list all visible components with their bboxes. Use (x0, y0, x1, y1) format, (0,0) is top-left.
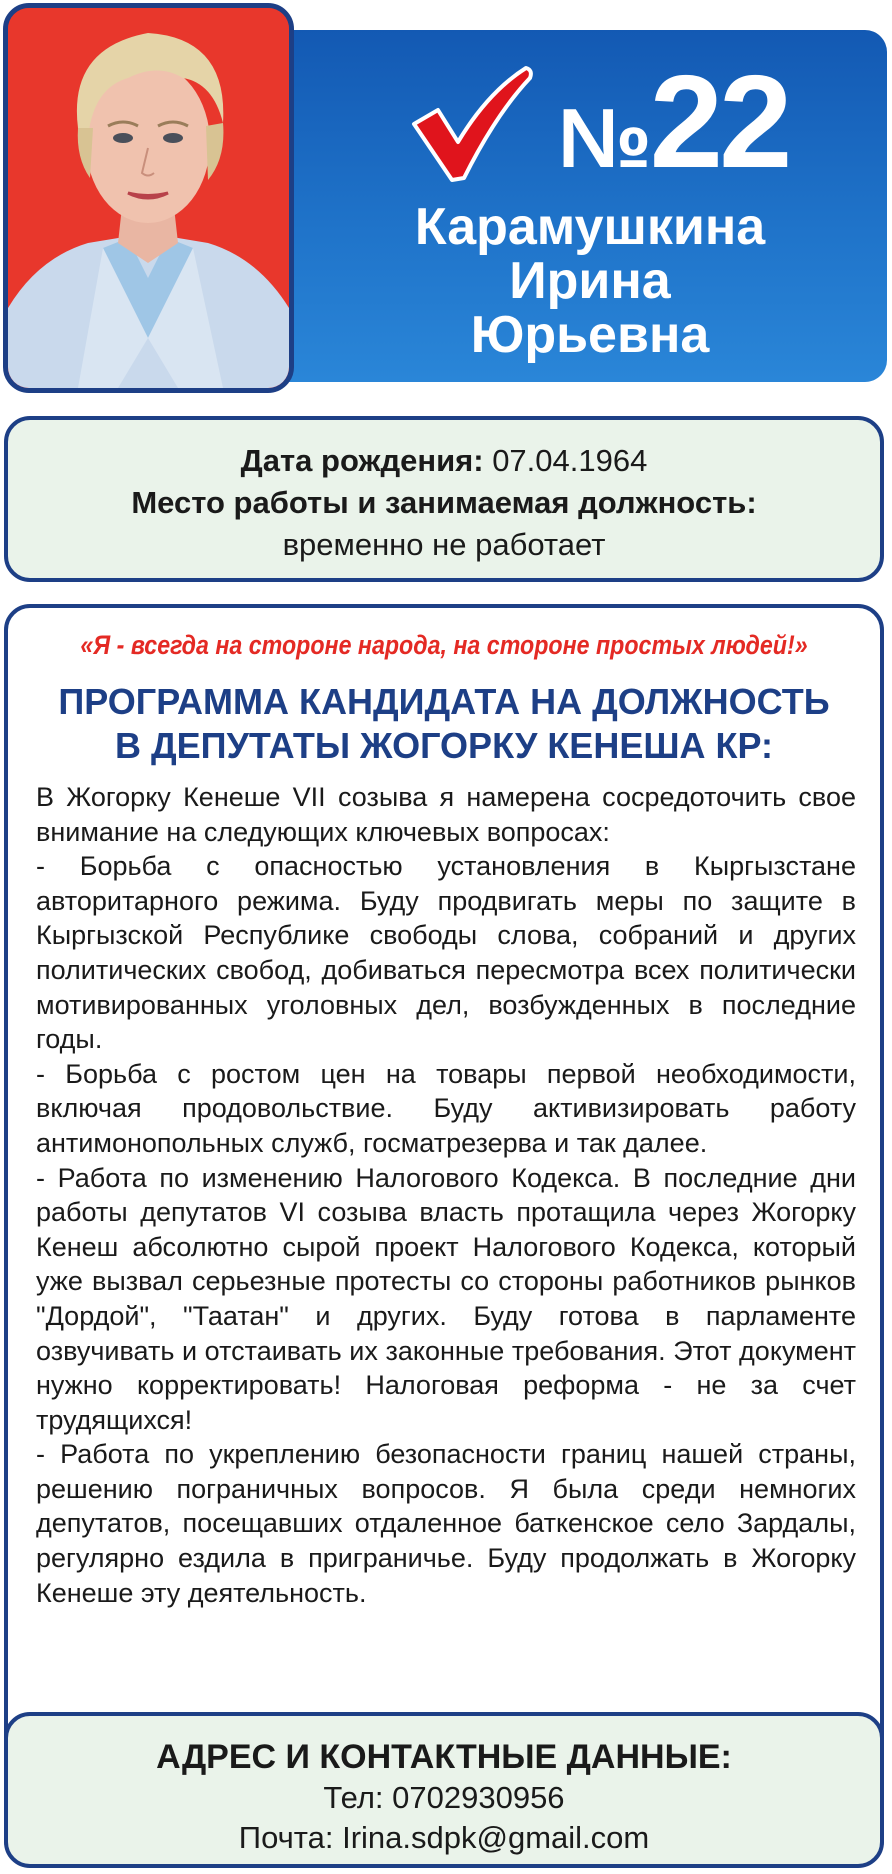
contacts-box (4, 1712, 884, 1868)
program-title-line-2: В ДЕПУТАТЫ ЖОГОРКУ КЕНЕША КР: (114, 725, 774, 766)
candidate-number-row (408, 48, 878, 195)
candidate-name (380, 200, 800, 362)
candidate-photo (3, 3, 294, 393)
program-paragraph: - Работа по изменению Налогового Кодекса. В последние дни работы депутатов VI созыва власть протащила через Жогорку Кенеш абсолютно сырой проект Налогового Кодекса, который уже вызвал серьезные протесты со стороны работников рынков "Дордой", "Таатан" и других. Буду готова в парламенте озвучивать и отстаивать их законные требования. Этот документ нужно корректировать! Налоговая реформа - не за счет трудящихся! (36, 1162, 856, 1435)
number-sign: № (558, 91, 650, 185)
birth-date-row (8, 440, 880, 482)
birth-date-value: 07.04.1964 (492, 443, 648, 478)
phone-line: Тел: 0702930956 (323, 1780, 565, 1815)
birth-date-label: Дата рождения: (240, 443, 484, 478)
program-title-line-1: ПРОГРАММА КАНДИДАТА НА ДОЛЖНОСТЬ (58, 681, 830, 722)
checkmark-icon (408, 62, 536, 184)
candidate-portrait-icon (8, 8, 289, 388)
candidate-patronymic: Юрьевна (470, 306, 710, 364)
candidate-surname: Карамушкина (414, 198, 766, 256)
program-paragraph: - Борьба с ростом цен на товары первой необходимости, включая продовольствие. Буду активизировать работу антимонопольных служб, госматрезерва и так далее. (36, 1058, 856, 1158)
program-paragraph: - Борьба с опасностью установления в Кыргызстане авторитарного режима. Буду продвигать меры по защите в Кыргызской Республике свободы слова, собраний и других политических свобод, добиваться пересмотра всех политически мотивированных уголовных дел, возбужденных в последние годы. (36, 851, 856, 1055)
program-paragraph: В Жогорку Кенеше VII созыва я намерена сосредоточить свое внимание на следующих ключевых вопросах: (36, 782, 856, 847)
personal-info-box (4, 416, 884, 582)
program-body (36, 780, 856, 1610)
program-paragraph: - Работа по укреплению безопасности границ нашей страны, решению пограничных вопросов. Я была среди немногих депутатов, посещавших отдаленное баткенское село Зардалы, регулярно ездила в приграничье. Буду продолжать в Жогорку Кенеше эту деятельность. (36, 1439, 856, 1608)
program-title (8, 680, 880, 768)
number-value: 22 (649, 48, 789, 195)
campaign-slogan: «Я - всегда на стороне народа, на стороне простых людей!» (80, 630, 808, 660)
program-box (4, 604, 884, 1866)
work-label (8, 482, 880, 524)
work-value: временно не работает (282, 527, 606, 562)
candidate-first-name: Ирина (509, 252, 671, 310)
email-line: Почта: Irina.sdpk@gmail.com (238, 1820, 650, 1855)
contacts-title: АДРЕС И КОНТАКТНЫЕ ДАННЫЕ: (156, 1738, 732, 1776)
work-label-text: Место работы и занимаемая должность: (131, 485, 757, 520)
